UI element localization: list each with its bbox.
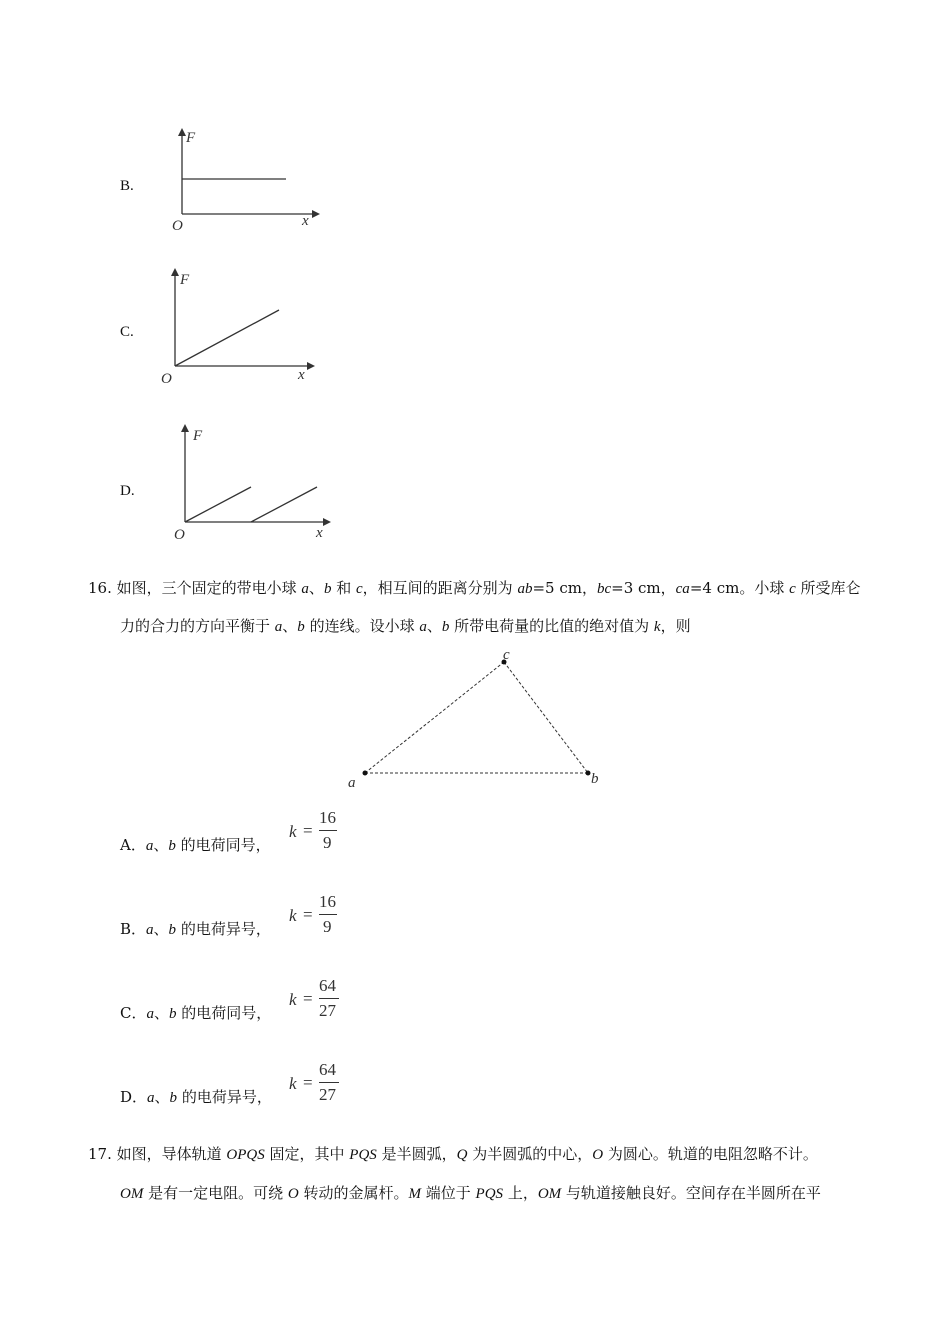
option-d-label[interactable]: D. — [120, 483, 135, 499]
axis-label-f: F — [180, 272, 190, 288]
answer-a-formula: k = 16 9 — [289, 808, 336, 852]
origin-label: O — [174, 527, 185, 543]
axis-label-f: F — [186, 130, 196, 146]
charge-triangle-diagram — [340, 645, 620, 795]
axis-label-x: x — [316, 525, 323, 541]
q17-line-2: OM 是有一定电阻。可绕 O 转动的金属杆。M 端位于 PQS 上，OM 与轨道接触良好。空间存在半圆所在平 — [120, 1184, 821, 1202]
answer-a[interactable]: A．a、b 的电荷同号， — [120, 836, 271, 854]
q17-line-1: 17. 如图，导体轨道 OPQS 固定，其中 PQS 是半圆弧，Q 为半圆弧的中心，O 为圆心。轨道的电阻忽略不计。 — [88, 1145, 818, 1163]
q16-line-2: 力的合力的方向平衡于 a、b 的连线。设小球 a、b 所带电荷量的比值的绝对值为 k，则 — [120, 617, 691, 635]
answer-b[interactable]: B．a、b 的电荷异号， — [120, 920, 271, 938]
charge-a-label: a — [348, 775, 356, 791]
sawtooth-segment-1 — [185, 487, 251, 522]
charge-a-point — [363, 771, 368, 776]
charge-c-label: c — [503, 647, 510, 663]
answer-c-formula: k = 64 27 — [289, 976, 349, 1024]
option-c-label[interactable]: C. — [120, 324, 134, 340]
option-b-label[interactable]: B. — [120, 178, 134, 194]
axis-label-x: x — [298, 367, 305, 383]
linear-force-line — [175, 310, 279, 366]
axis-label-x: x — [302, 213, 309, 229]
sawtooth-segment-2 — [251, 487, 317, 522]
question-number: 16. — [88, 579, 112, 597]
answer-b-formula: k = 16 9 — [289, 892, 336, 936]
origin-label: O — [172, 218, 183, 234]
option-b-graph — [160, 122, 330, 237]
question-number: 17. — [88, 1145, 112, 1163]
charge-b-label: b — [591, 771, 599, 787]
axis-label-f: F — [193, 428, 203, 444]
q16-line-1: 16. 如图，三个固定的带电小球 a、b 和 c，相互间的距离分别为 ab=5 cm，bc=3 cm，ca=4 cm。小球 c 所受库仑 — [88, 579, 861, 597]
answer-d[interactable]: D．a、b 的电荷异号， — [120, 1088, 272, 1106]
option-d-graph — [165, 418, 340, 546]
answer-c[interactable]: C．a、b 的电荷同号， — [120, 1004, 272, 1022]
origin-label: O — [161, 371, 172, 387]
charge-b-point — [586, 771, 591, 776]
answer-d-formula: k = 64 27 — [289, 1060, 349, 1108]
option-c-graph — [155, 262, 325, 387]
